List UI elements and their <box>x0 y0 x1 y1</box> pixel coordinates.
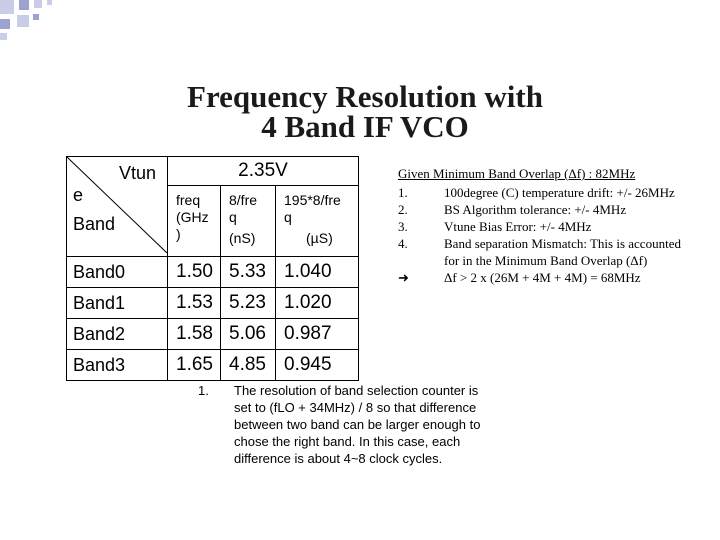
list-item: 4. Band separation Mismatch: This is accounted <box>398 236 681 251</box>
period-value: 4.85 <box>221 350 276 381</box>
freq-value: 1.65 <box>168 350 221 381</box>
band-label: Band <box>73 214 116 234</box>
freq-value: 1.50 <box>168 257 221 288</box>
band-table <box>66 156 359 381</box>
note-text: The resolution of band selection counter is set to (fLO + 34MHz) / 8 so that difference between two band can be larger enough to chose the right band. In this case, each difference is about 4~8 clock cycles. <box>234 383 481 466</box>
col-header-period: 8/fre q (nS) <box>221 186 276 257</box>
table-row <box>67 350 359 381</box>
freq-value: 1.58 <box>168 319 221 350</box>
band-overlap-notes <box>398 166 720 286</box>
time-value: 0.987 <box>276 319 359 350</box>
freq-value: 1.53 <box>168 288 221 319</box>
note-number: 1. <box>198 383 209 398</box>
conclusion-text: Δf > 2 x (26M + 4M + 4M) = 68MHz <box>444 270 641 285</box>
table-row <box>67 257 359 288</box>
voltage-header: 2.35V <box>168 157 359 186</box>
vtune-label: Vtun <box>119 163 157 183</box>
band-name: Band2 <box>67 319 168 350</box>
time-value: 1.040 <box>276 257 359 288</box>
title-line-2: 4 Band IF VCO <box>261 109 469 144</box>
band-name: Band3 <box>67 350 168 381</box>
period-value: 5.06 <box>221 319 276 350</box>
time-value: 0.945 <box>276 350 359 381</box>
list-item: 1. 100degree (C) temperature drift: +/- 26MHz <box>398 185 675 200</box>
list-item: 2. BS Algorithm tolerance: +/- 4MHz <box>398 202 627 217</box>
table-row <box>67 288 359 319</box>
overlap-heading: Given Minimum Band Overlap (Δf) : 82MHz <box>398 166 636 181</box>
right-arrow-icon: ➜ <box>398 270 409 285</box>
band-name: Band1 <box>67 288 168 319</box>
list-item: for in the Minimum Band Overlap (Δf) <box>444 253 648 268</box>
title-line-1: Frequency Resolution with <box>187 79 543 114</box>
period-value: 5.33 <box>221 257 276 288</box>
col-header-freq: freq (GHz ) <box>168 186 221 257</box>
conclusion-line <box>398 269 720 286</box>
period-value: 5.23 <box>221 288 276 319</box>
band-name: Band0 <box>67 257 168 288</box>
corner-header-cell <box>67 157 168 257</box>
corner-e-label: e <box>73 185 84 205</box>
slide-title <box>100 79 630 144</box>
list-item: 3. Vtune Bias Error: +/- 4MHz <box>398 219 592 234</box>
time-value: 1.020 <box>276 288 359 319</box>
table-row <box>67 319 359 350</box>
col-header-time: 195*8/fre q (µS) <box>276 186 359 257</box>
